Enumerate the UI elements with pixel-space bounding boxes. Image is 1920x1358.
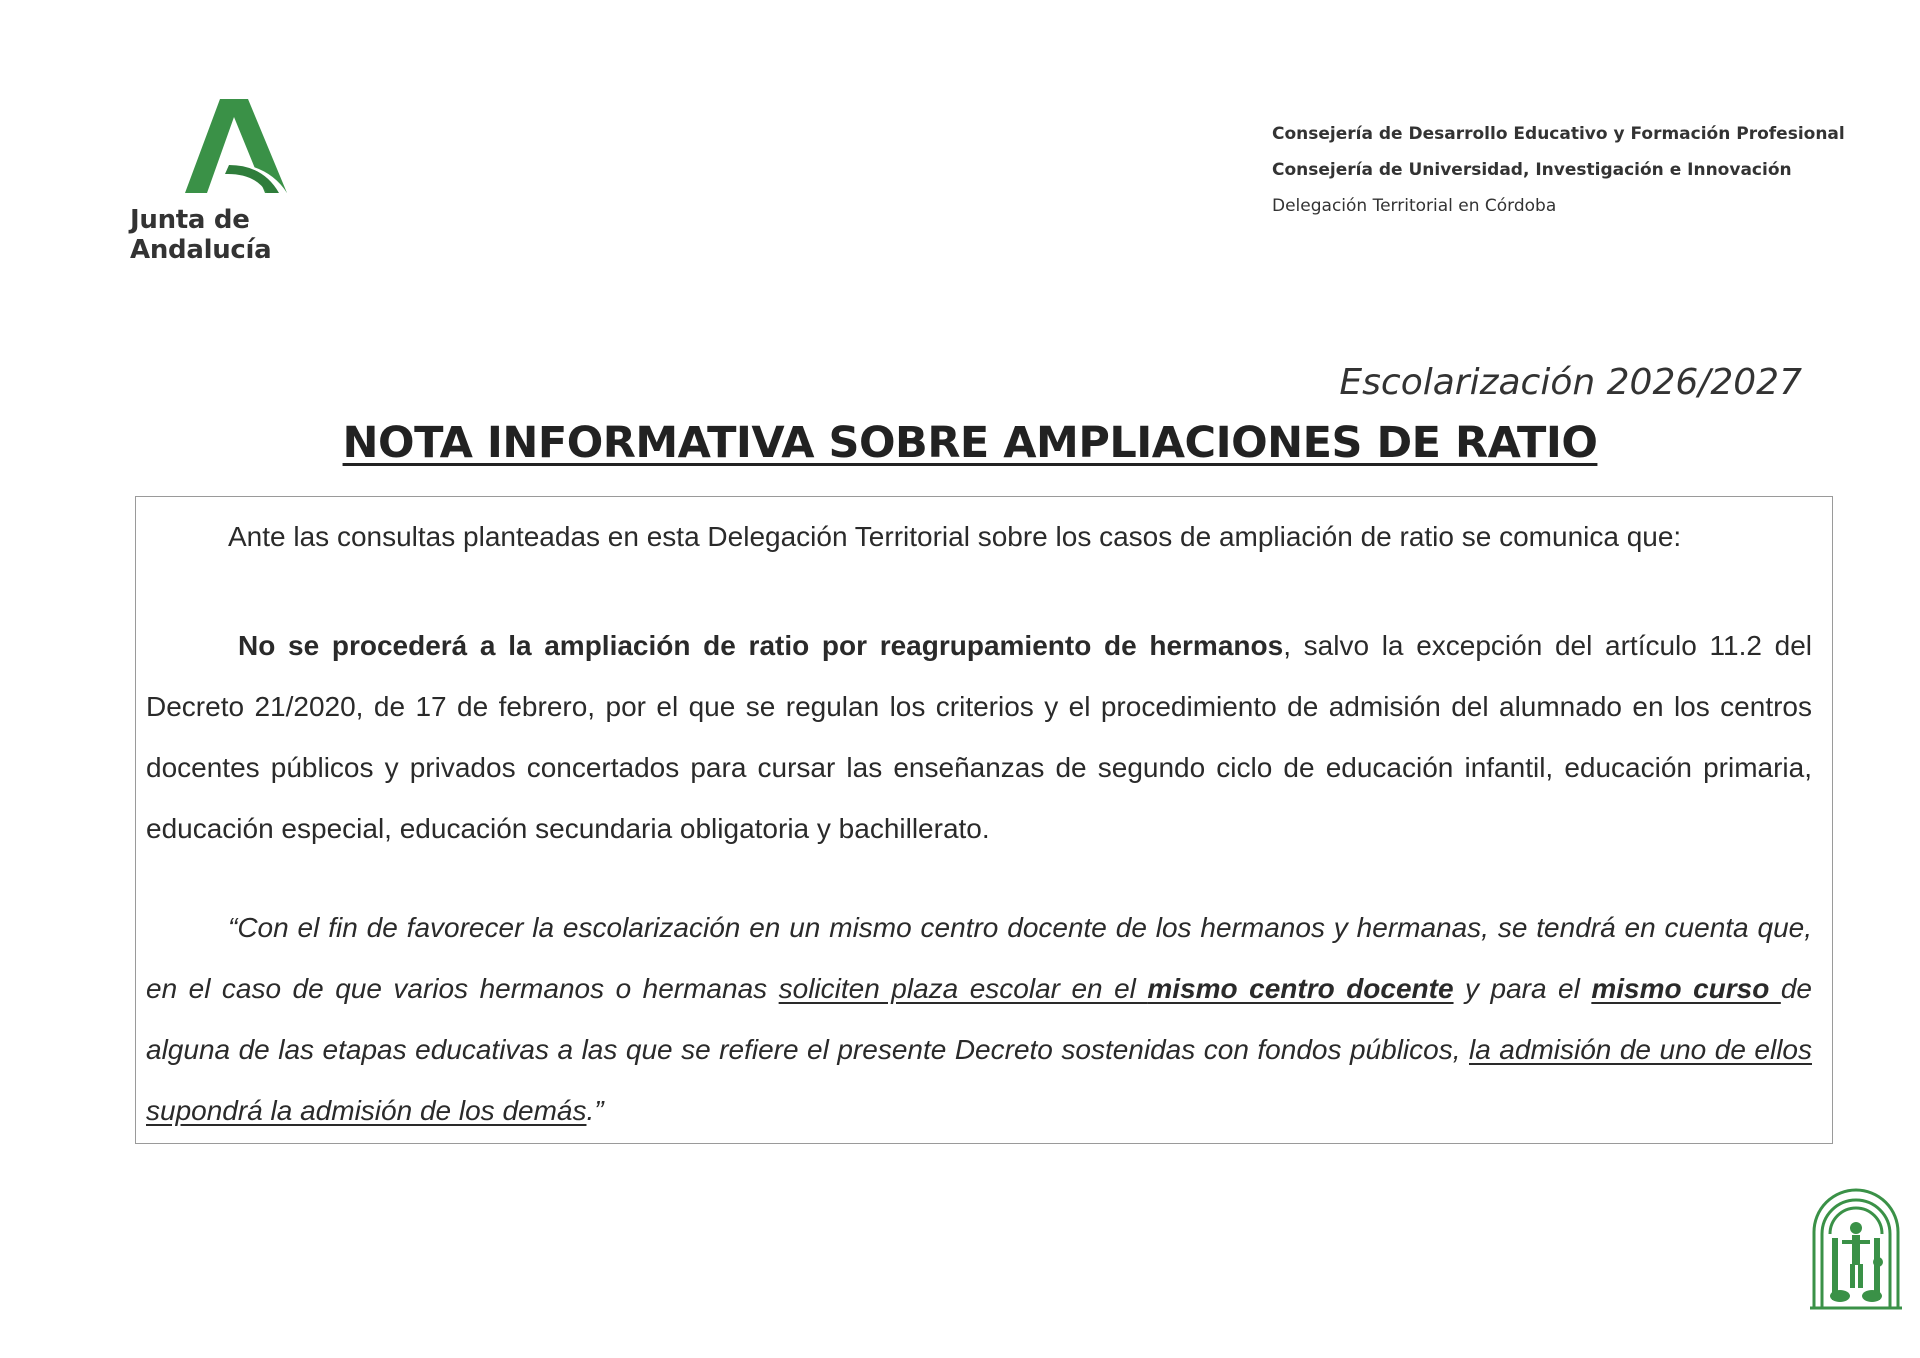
intro-paragraph: Ante las consultas planteadas en esta Delegación Territorial sobre los casos de ampliación de ratio se comunica que:: [228, 521, 1682, 552]
junta-andalucia-a-logo-icon: [185, 95, 295, 197]
ruling-bold: No se procederá a la ampliación de ratio por reagrupamiento de hermanos: [238, 630, 1284, 661]
year-label: Escolarización 2026/2027: [1339, 362, 1802, 403]
quote-bold-2: mismo curso: [1591, 973, 1781, 1004]
quote-text-2: y para el: [1453, 973, 1592, 1004]
header-line-2: Consejería de Universidad, Investigación e Innovación: [1272, 160, 1792, 180]
quote-bold-1: mismo centro docente: [1147, 973, 1454, 1004]
quote-text-4: .”: [586, 1095, 604, 1126]
logo-text: Junta de Andalucía: [130, 205, 272, 265]
header-line-1: Consejería de Desarrollo Educativo y Formación Profesional: [1272, 124, 1845, 144]
quote-underline-2: la admisión de uno de ellos supondrá la admisión de los demás: [146, 1034, 1812, 1126]
page-title: NOTA INFORMATIVA SOBRE AMPLIACIONES DE RATIO: [342, 418, 1598, 468]
ruling-rest: , salvo la excepción del artículo 11.2 del Decreto 21/2020, de 17 de febrero, por el que se regulan los criterios y el procedimiento de admisión del alumnado en los centros docentes públicos y privados concertados para cursar las enseñanzas de segundo ciclo de educación infantil, educación primaria, educación especial, educación secundaria obligatoria y bachillerato.: [146, 630, 1812, 844]
header-departments: [1272, 116, 1845, 224]
coat-of-arms: [1808, 1178, 1904, 1315]
header-line-3: Delegación Territorial en Córdoba: [1272, 196, 1557, 216]
quote-text-1: “Con el fin de favorecer la escolarización en un mismo centro docente de los hermanos y hermanas, se tendrá en cuenta que, en el caso de que varios hermanos o hermanas: [146, 912, 1812, 1004]
quote-paragraph: [146, 897, 1812, 1141]
quote-text-3: de alguna de las etapas educativas a las que se refiere el presente Decreto sostenidas con fondos públicos,: [146, 973, 1812, 1065]
andalucia-coat-of-arms-icon: [1808, 1178, 1904, 1310]
ruling-paragraph: [146, 615, 1812, 859]
quote-underline-1: soliciten plaza escolar en el: [778, 973, 1148, 1004]
junta-logo: [130, 95, 370, 265]
notice-box: [135, 496, 1833, 1144]
